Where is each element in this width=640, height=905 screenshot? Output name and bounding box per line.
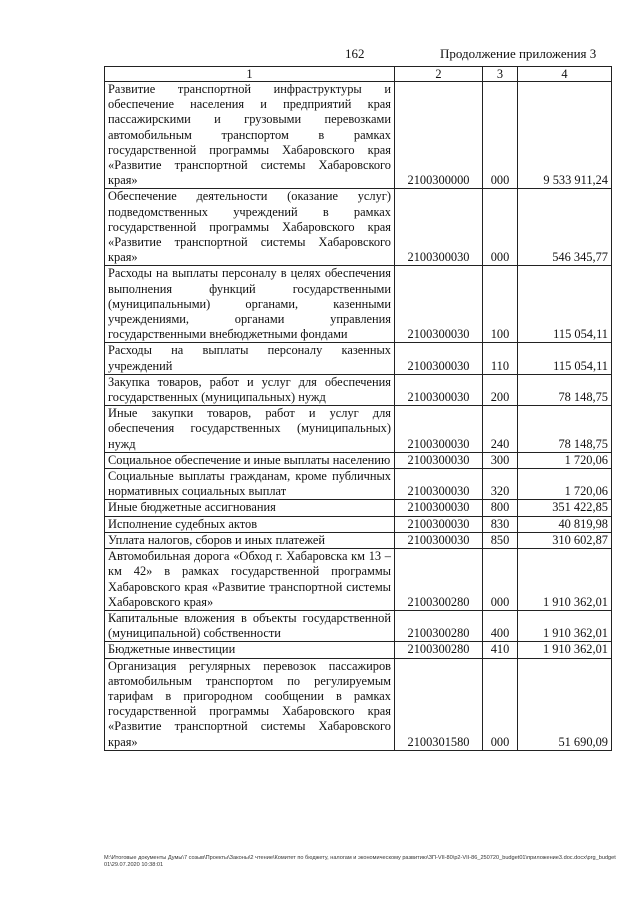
row-expense-type: 000 (483, 549, 518, 611)
row-name: Иные закупки товаров, работ и услуг для обеспечения государственных (муниципальных) нужд (105, 406, 395, 453)
row-amount: 115 054,11 (518, 266, 612, 343)
row-target-code: 2100300280 (395, 549, 483, 611)
row-target-code: 2100300030 (395, 500, 483, 516)
row-amount: 9 533 911,24 (518, 82, 612, 189)
table-row (105, 658, 612, 750)
row-target-code: 2100300000 (395, 82, 483, 189)
row-target-code: 2100300030 (395, 469, 483, 500)
header-row (105, 67, 612, 82)
table-row (105, 549, 612, 611)
row-name: Расходы на выплаты персоналу в целях обеспечения выполнения функций государственными (муниципальными) органами, казенными учреждениями, органами управления государственными внебюджетными фондами (105, 266, 395, 343)
table-row (105, 610, 612, 641)
row-amount: 1 910 362,01 (518, 610, 612, 641)
row-amount: 115 054,11 (518, 343, 612, 374)
column-header: 3 (483, 67, 518, 82)
table-row (105, 406, 612, 453)
continuation-label: Продолжение приложения 3 (440, 46, 597, 61)
table-row (105, 500, 612, 516)
page-number: 162 (345, 46, 365, 61)
table-row (105, 532, 612, 548)
row-expense-type: 800 (483, 500, 518, 516)
row-target-code: 2100300030 (395, 189, 483, 266)
row-name: Социальные выплаты гражданам, кроме публичных нормативных социальных выплат (105, 469, 395, 500)
row-amount: 78 148,75 (518, 406, 612, 453)
row-amount: 351 422,85 (518, 500, 612, 516)
file-path-footer: M:\Итоговые документы Думы\7 созыв\Проекты\Законы\2 чтение\Комитет по бюджету, налогам и экономическому развитию\ЗП-VII-80\р2-VII-86_250720_budget01\приложение3.doc.docx\prg_budget01\29.07.2020 10:38:01 (104, 855, 616, 868)
row-expense-type: 410 (483, 642, 518, 658)
table-row (105, 82, 612, 189)
row-name: Капитальные вложения в объекты государственной (муниципальной) собственности (105, 610, 395, 641)
table-row (105, 516, 612, 532)
budget-table (104, 66, 612, 751)
row-expense-type: 240 (483, 406, 518, 453)
row-name: Развитие транспортной инфраструктуры и обеспечение населения и предприятий края пассажирскими и грузовыми перевозками автомобильным транспортом в рамках государственной программы Хабаровского края «Развитие транспортной системы Хабаровского края» (105, 82, 395, 189)
table-row (105, 374, 612, 405)
row-name: Бюджетные инвестиции (105, 642, 395, 658)
row-target-code: 2100300280 (395, 610, 483, 641)
table-row (105, 469, 612, 500)
column-header: 4 (518, 67, 612, 82)
row-target-code: 2100300030 (395, 343, 483, 374)
row-target-code: 2100300030 (395, 406, 483, 453)
row-expense-type: 300 (483, 452, 518, 468)
row-name: Иные бюджетные ассигнования (105, 500, 395, 516)
row-target-code: 2100300280 (395, 642, 483, 658)
row-name: Исполнение судебных актов (105, 516, 395, 532)
row-amount: 51 690,09 (518, 658, 612, 750)
table-row (105, 266, 612, 343)
table-row (105, 189, 612, 266)
row-name: Уплата налогов, сборов и иных платежей (105, 532, 395, 548)
row-name: Автомобильная дорога «Обход г. Хабаровска км 13 – км 42» в рамках государственной программы Хабаровского края «Развитие транспортной системы Хабаровского края» (105, 549, 395, 611)
row-name: Закупка товаров, работ и услуг для обеспечения государственных (муниципальных) нужд (105, 374, 395, 405)
row-expense-type: 200 (483, 374, 518, 405)
row-amount: 1 910 362,01 (518, 549, 612, 611)
row-amount: 40 819,98 (518, 516, 612, 532)
column-header: 2 (395, 67, 483, 82)
row-amount: 310 602,87 (518, 532, 612, 548)
row-target-code: 2100300030 (395, 266, 483, 343)
row-expense-type: 400 (483, 610, 518, 641)
row-name: Социальное обеспечение и иные выплаты населению (105, 452, 395, 468)
row-amount: 1 720,06 (518, 452, 612, 468)
row-expense-type: 000 (483, 189, 518, 266)
row-target-code: 2100300030 (395, 452, 483, 468)
row-target-code: 2100300030 (395, 516, 483, 532)
table-row (105, 452, 612, 468)
row-amount: 1 910 362,01 (518, 642, 612, 658)
row-expense-type: 000 (483, 658, 518, 750)
row-target-code: 2100301580 (395, 658, 483, 750)
row-target-code: 2100300030 (395, 374, 483, 405)
row-expense-type: 110 (483, 343, 518, 374)
row-name: Обеспечение деятельности (оказание услуг) подведомственных учреждений в рамках государственной программы Хабаровского края «Развитие транспортной системы Хабаровского края» (105, 189, 395, 266)
row-target-code: 2100300030 (395, 532, 483, 548)
column-header: 1 (105, 67, 395, 82)
table-row (105, 642, 612, 658)
table-row (105, 343, 612, 374)
row-amount: 546 345,77 (518, 189, 612, 266)
row-expense-type: 320 (483, 469, 518, 500)
row-expense-type: 830 (483, 516, 518, 532)
row-expense-type: 100 (483, 266, 518, 343)
row-expense-type: 000 (483, 82, 518, 189)
row-amount: 1 720,06 (518, 469, 612, 500)
row-name: Организация регулярных перевозок пассажиров автомобильным транспортом по регулируемым тарифам в пригородном сообщении в рамках государственной программы Хабаровского края «Развитие транспортной системы Хабаровского края» (105, 658, 395, 750)
row-amount: 78 148,75 (518, 374, 612, 405)
row-name: Расходы на выплаты персоналу казенных учреждений (105, 343, 395, 374)
row-expense-type: 850 (483, 532, 518, 548)
